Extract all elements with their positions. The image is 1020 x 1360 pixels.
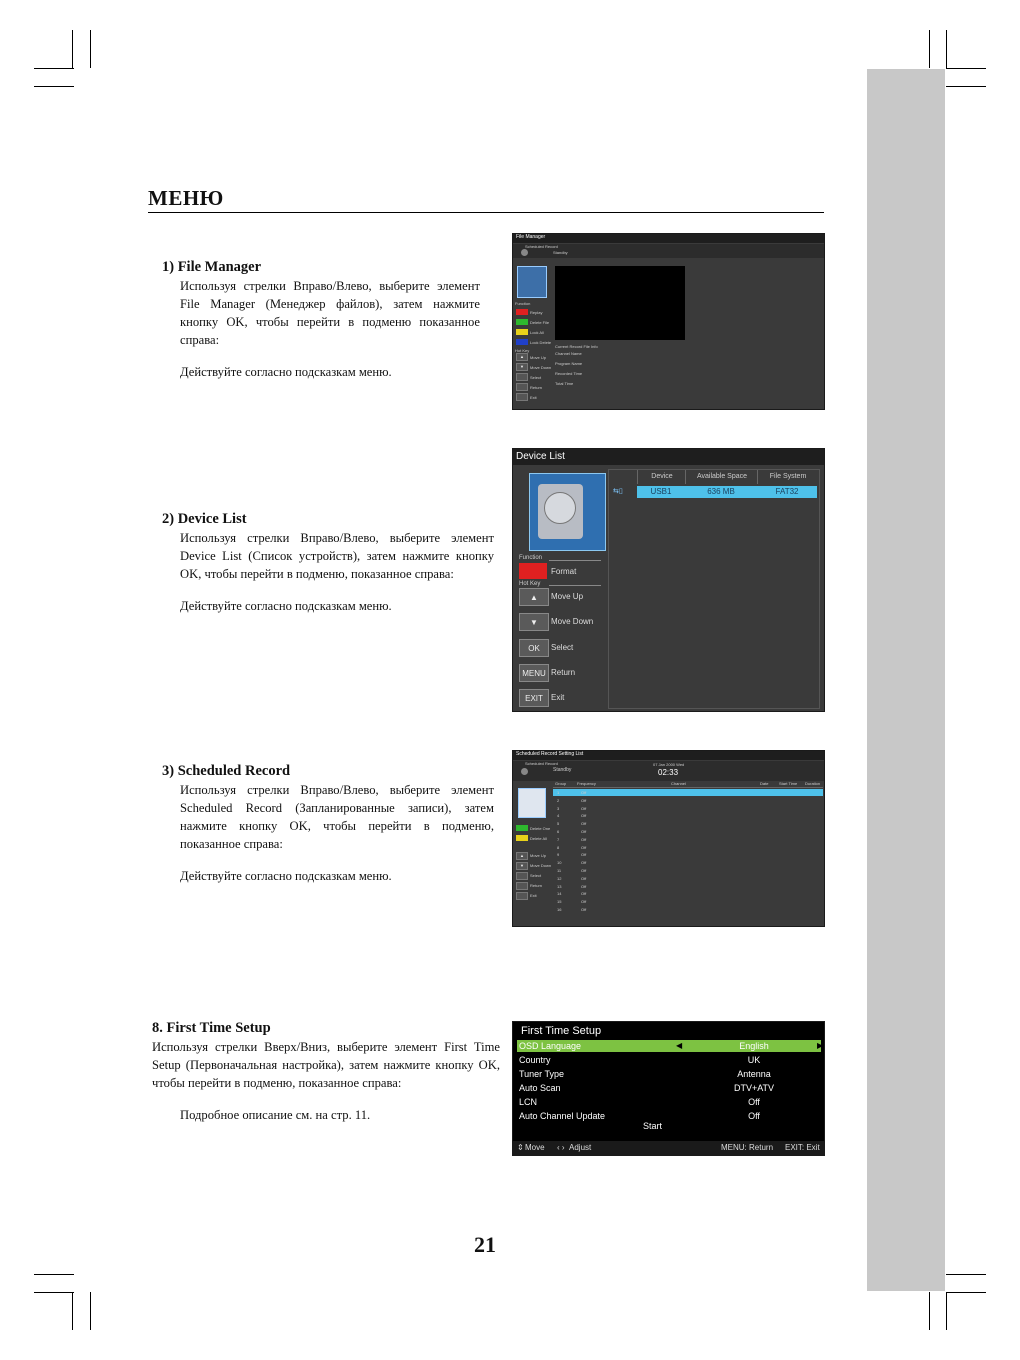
row-status: Off <box>581 821 587 827</box>
up-key-icon: ▲ <box>519 588 549 606</box>
crop-mark <box>946 68 986 69</box>
hotkey-item: Select <box>551 643 574 652</box>
device-table <box>608 469 820 709</box>
row-status: Off <box>581 868 587 873</box>
footer-adjust: Adjust <box>569 1143 592 1152</box>
info-line: Recorded Time <box>555 371 583 376</box>
row-status: Off <box>581 860 587 866</box>
screen-title: Device List <box>513 449 824 465</box>
function-label: Function <box>519 555 543 561</box>
hotkey-item: Move Down <box>551 617 594 626</box>
setup-label: Auto Channel Update <box>519 1111 606 1121</box>
preview-window <box>555 266 685 340</box>
hotkey-item: Select <box>530 873 542 878</box>
info-line: Channel Name <box>555 351 582 356</box>
hotkey-item: Exit <box>530 893 537 898</box>
menu-key-icon <box>516 383 528 391</box>
row-status: Off <box>581 852 587 858</box>
record-icon <box>521 249 528 256</box>
crop-mark <box>34 1274 74 1275</box>
screen-title: First Time Setup <box>521 1025 602 1037</box>
section-file-manager <box>162 259 480 380</box>
crop-mark <box>946 1274 986 1275</box>
section-text: Используя стрелки Вправо/Влево, выберите элемент Scheduled Record (Запланированные записи), затем нажмите кнопку OK, чтобы перейти в подменю, показанное справа: <box>180 783 494 851</box>
column-header: Channel <box>671 781 686 786</box>
time-text: 02:33 <box>658 768 679 777</box>
red-key-icon <box>519 563 547 579</box>
yellow-key-icon <box>516 329 528 335</box>
down-key-icon: ▼ <box>519 613 549 631</box>
setup-value: Off <box>748 1111 760 1121</box>
row-number: 12 <box>557 875 562 881</box>
row-status: Off <box>581 875 587 881</box>
column-header: File System <box>757 470 818 484</box>
scheduled-record-screen <box>512 750 825 927</box>
page-number: 21 <box>474 1232 496 1257</box>
hotkey-item: Return <box>530 883 543 888</box>
ok-key-icon <box>516 373 528 381</box>
function-item: Delete File <box>530 320 550 325</box>
down-key-icon: ▼ <box>516 363 528 371</box>
column-header: Duration <box>805 781 821 786</box>
function-label: Function <box>515 301 531 306</box>
screen-title: Scheduled Record Setting List <box>513 751 824 760</box>
column-header: Date <box>760 781 769 786</box>
setup-value: English <box>739 1041 769 1051</box>
setup-value: Off <box>748 1097 760 1107</box>
crop-mark <box>946 1292 947 1330</box>
footer-menu: MENU: Return <box>721 1143 774 1152</box>
hotkey-label: Hot Key <box>519 581 541 587</box>
blue-key-icon <box>516 339 528 345</box>
hard-drive-icon <box>529 473 606 551</box>
file-manager-screen <box>512 233 825 410</box>
heading-rule <box>148 212 824 213</box>
row-number: 10 <box>557 860 562 866</box>
row-status: Off <box>581 836 587 842</box>
exit-key-icon <box>516 892 528 900</box>
menu-key-icon: MENU <box>519 664 549 682</box>
menu-key-icon <box>516 882 528 890</box>
ok-key-icon: OK <box>519 639 549 657</box>
setup-label: Tuner Type <box>519 1069 565 1079</box>
folder-icon <box>517 266 547 298</box>
row-status: Off <box>581 883 587 889</box>
crop-mark <box>72 30 73 68</box>
section-note: Действуйте согласно подсказкам меню. <box>180 365 392 379</box>
device-list-screen <box>512 448 825 712</box>
setup-label: OSD Language <box>519 1041 582 1051</box>
row-number: 15 <box>557 899 562 905</box>
row-number: 8 <box>557 844 560 850</box>
row-number: 16 <box>557 907 562 912</box>
row-number: 6 <box>557 829 560 834</box>
hotkey-item: Exit <box>551 693 565 702</box>
crop-mark <box>34 86 74 87</box>
row-status: Off <box>581 891 587 897</box>
format-label: Format <box>551 567 577 576</box>
column-header: Available Space <box>685 470 758 484</box>
ok-key-icon <box>516 872 528 880</box>
exit-key-icon: EXIT <box>519 689 549 707</box>
start-button[interactable]: Start <box>643 1121 663 1131</box>
hotkey-item: Move Up <box>551 592 584 601</box>
section-note: Подробное описание см. на стр. 11. <box>180 1108 371 1122</box>
row-number: 1 <box>557 790 560 795</box>
down-key-icon: ▼ <box>516 862 528 870</box>
red-key-icon <box>516 309 528 315</box>
section-device-list <box>162 511 494 614</box>
up-key-icon: ▲ <box>516 353 528 361</box>
updown-icon: ⇕ <box>517 1143 524 1152</box>
section-text: Используя стрелки Вправо/Влево, выберите элемент File Manager (Менеджер файлов), затем нажмите кнопку OK, чтобы перейти в подменю показанное справа: <box>180 279 480 347</box>
function-item: Lock All <box>530 330 544 335</box>
hotkey-item: Exit <box>530 395 537 400</box>
hotkey-item: Move Up <box>530 355 547 360</box>
row-status: Off <box>581 805 587 811</box>
date-text: 07 Jan 2000 Wed <box>653 762 685 767</box>
hotkey-item: Return <box>530 385 543 390</box>
crop-mark <box>946 30 947 68</box>
footer-bar <box>513 1141 824 1155</box>
setup-value: UK <box>747 1055 761 1065</box>
crop-mark <box>929 30 930 68</box>
column-header: Frequency <box>577 781 596 786</box>
row-number: 13 <box>557 883 562 889</box>
section-title: 3) Scheduled Record <box>162 763 291 779</box>
crop-mark <box>90 1292 91 1330</box>
green-key-icon <box>516 319 528 325</box>
hotkey-item: Move Down <box>530 365 552 370</box>
row-number: 9 <box>557 852 560 858</box>
section-first-time-setup <box>152 1020 500 1123</box>
side-tab <box>867 69 945 1291</box>
row-status: Off <box>581 797 587 803</box>
row-number: 5 <box>557 821 560 827</box>
row-number: 3 <box>557 805 560 811</box>
setup-value: Antenna <box>737 1069 771 1079</box>
setup-label: LCN <box>519 1097 538 1107</box>
section-title: 8. First Time Setup <box>152 1020 271 1036</box>
exit-key-icon <box>516 393 528 401</box>
footer-move: Move <box>525 1143 545 1152</box>
row-status: Off <box>581 813 587 819</box>
status-text: Standby <box>553 250 568 255</box>
column-header: Device <box>637 470 686 484</box>
row-number: 2 <box>557 797 560 803</box>
screen-title: File Manager <box>513 234 824 243</box>
section-title: 2) Device List <box>162 511 247 527</box>
device-cell: USB1 <box>650 487 672 496</box>
row-status: Off <box>581 907 587 912</box>
sub-label: Scheduled Record <box>525 761 558 766</box>
function-item: Delete All <box>530 836 547 841</box>
crop-mark <box>90 30 91 68</box>
section-text: Используя стрелки Вправо/Влево, выберите элемент Device List (Список устройств), затем нажмите кнопку OK, чтобы перейти в подменю, показанное справа: <box>180 531 494 581</box>
first-time-setup-screen <box>512 1021 825 1156</box>
schedule-table <box>553 781 821 921</box>
column-header: Group <box>555 781 567 786</box>
section-note: Действуйте согласно подсказкам меню. <box>180 869 392 883</box>
space-cell: 636 MB <box>707 487 735 496</box>
column-header: Start Time <box>779 781 798 786</box>
function-item: Lock Delete <box>530 340 552 345</box>
info-line: Program Name <box>555 361 583 366</box>
usb-icon: ⇆▯ <box>613 488 623 495</box>
row-status: Off <box>581 844 587 850</box>
row-number: 7 <box>557 836 560 842</box>
page-heading: МЕНЮ <box>148 186 224 210</box>
info-line: Total Time <box>555 381 574 386</box>
crop-mark <box>946 1292 986 1293</box>
setup-label: Auto Scan <box>519 1083 561 1093</box>
calendar-icon <box>518 788 546 818</box>
row-status: Off <box>581 790 587 795</box>
crop-mark <box>929 1292 930 1330</box>
status-text: Standby <box>553 767 572 773</box>
yellow-key-icon <box>516 835 528 841</box>
row-number: 4 <box>557 813 560 819</box>
section-title: 1) File Manager <box>162 259 262 275</box>
setup-label: Country <box>519 1055 551 1065</box>
hotkey-item: Select <box>530 375 542 380</box>
function-item: Delete One <box>530 826 551 831</box>
fs-cell: FAT32 <box>775 487 799 496</box>
up-key-icon: ▲ <box>516 852 528 860</box>
crop-mark <box>34 1292 74 1293</box>
crop-mark <box>946 86 986 87</box>
left-arrow-icon[interactable]: ◀ <box>676 1041 683 1050</box>
row-status: Off <box>581 829 587 834</box>
footer-exit: EXIT: Exit <box>785 1143 820 1152</box>
row-status: Off <box>581 899 587 905</box>
green-key-icon <box>516 825 528 831</box>
hotkey-label: Hot Key <box>515 348 530 353</box>
section-text: Используя стрелки Вверх/Вниз, выберите элемент First Time Setup (Первоначальная настройка), затем нажмите кнопку OK, чтобы перейти в подменю, показанное справа: <box>152 1040 500 1090</box>
right-arrow-icon[interactable]: ▶ <box>817 1041 824 1050</box>
sub-label: Scheduled Record <box>525 244 558 249</box>
crop-mark <box>34 68 74 69</box>
section-scheduled-record <box>162 763 494 884</box>
setup-value: DTV+ATV <box>733 1083 775 1093</box>
function-item: Replay <box>530 310 543 315</box>
hotkey-item: Move Down <box>530 863 552 868</box>
section-note: Действуйте согласно подсказкам меню. <box>180 599 392 613</box>
info-header: Current Record File Info <box>555 344 598 349</box>
record-icon <box>521 768 528 775</box>
selected-row-highlight[interactable] <box>553 789 823 796</box>
row-number: 11 <box>557 868 562 873</box>
hotkey-item: Return <box>551 668 576 677</box>
crop-mark <box>72 1292 73 1330</box>
row-number: 14 <box>557 891 562 897</box>
hotkey-item: Move Up <box>530 853 547 858</box>
leftright-icon: ‹ › <box>557 1143 565 1152</box>
